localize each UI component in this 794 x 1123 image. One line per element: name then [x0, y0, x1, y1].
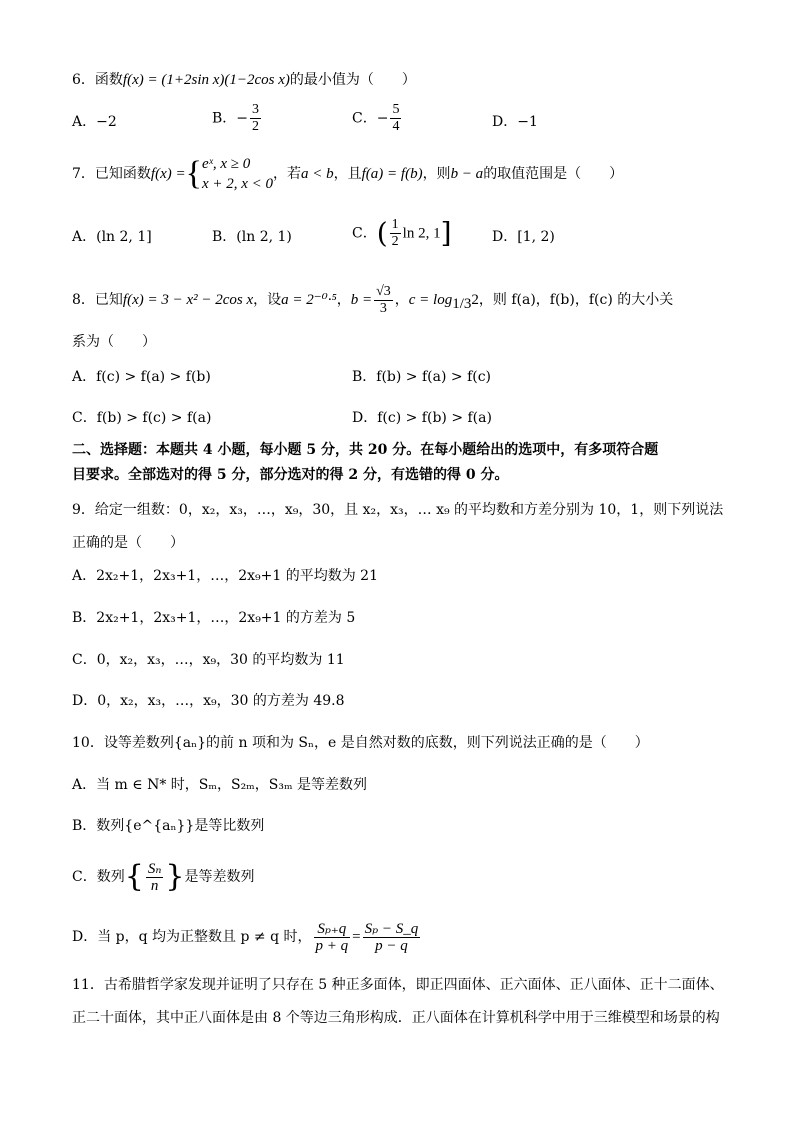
- q8-b-lhs: b =: [350, 292, 373, 308]
- q6-function: f(x) = (1+2sin x)(1−2cos x): [122, 72, 290, 88]
- fraction-denominator: p + q: [315, 937, 349, 954]
- q9-option-d: D．0，x₂，x₃，…，x₉，30 的方差为 49.8: [72, 693, 345, 709]
- fraction-numerator: Sₙ: [147, 860, 162, 877]
- q7-stem: [72, 152, 623, 196]
- q9-option-b: B．2x₂+1，2x₃+1，…，2x₉+1 的方差为 5: [72, 610, 356, 626]
- q6-option-c-fraction: [390, 102, 401, 135]
- q10-option-c-fraction: [146, 861, 164, 894]
- q7-stem-suffix: ，则: [422, 166, 451, 182]
- q10-option-b: B．数列{e^{aₙ}}是等比数列: [72, 818, 265, 834]
- q8-option-b: B．f(b) > f(a) > f(c): [352, 369, 492, 385]
- q10-option-a: A．当 m ∈ N* 时，Sₘ，S₂ₘ，S₃ₘ 是等差数列: [72, 777, 368, 793]
- q7-option-c: [352, 217, 452, 250]
- q8-stem-mid: ，设: [253, 292, 282, 308]
- q10-option-c-tail: 是等差数列: [184, 869, 255, 885]
- q10-option-c: [72, 855, 255, 899]
- q10-option-d: [72, 915, 422, 959]
- q7-piecewise: [202, 154, 273, 194]
- q10-option-d-right-fraction: [363, 921, 421, 954]
- q9-stem-line2: 正确的是（ ）: [72, 535, 184, 551]
- q7-option-a: A．(ln 2, 1]: [72, 229, 152, 245]
- q6-option-a: A．−2: [72, 114, 117, 130]
- fraction-numerator: Sₚ₊q: [314, 921, 351, 938]
- fraction-numerator: 5: [392, 102, 400, 117]
- q8-a-definition: a = 2⁻⁰·⁵: [281, 292, 337, 308]
- equals-sign: =: [352, 929, 361, 945]
- q6-stem-prefix: 6．函数: [72, 72, 123, 88]
- q10-option-d-left-fraction: [314, 921, 351, 954]
- left-paren-icon: (: [376, 216, 388, 250]
- q9-option-c: C．0，x₂，x₃，…，x₉，30 的平均数为 11: [72, 652, 345, 668]
- q7-stem-mid: ，若: [273, 166, 301, 182]
- q6-option-d: D．−1: [492, 114, 538, 130]
- fraction-denominator: p − q: [375, 937, 408, 954]
- fraction-numerator: 1: [391, 217, 399, 232]
- q8-log-argument: 2: [471, 292, 479, 308]
- q6-option-b-fraction: [250, 102, 261, 135]
- q7-option-c-fraction: [390, 217, 401, 250]
- section2-heading-line2: 目要求。全部选对的得 5 分，部分选对的得 2 分，有选错的得 0 分。: [72, 467, 509, 483]
- fraction-denominator: 2: [252, 119, 260, 134]
- q7-condition-1: a < b: [301, 166, 334, 182]
- q7-stem-prefix: 7．已知函数: [72, 166, 151, 182]
- q8-c-definition: c = log: [408, 292, 453, 308]
- q8-stem-suffix: ，则 f(a)，f(b)，f(c) 的大小关: [478, 292, 674, 308]
- q7-condition-2: f(a) = f(b): [361, 166, 423, 182]
- q7-option-c-tail: ln 2, 1: [402, 225, 441, 242]
- q10-option-c-label: C．数列: [72, 869, 125, 885]
- q6-option-b-label: B．−: [212, 110, 249, 127]
- q11-stem-line2: 正二十面体，其中正八面体是由 8 个等边三角形构成．正八面体在计算机科学中用于三维模型和场景的构: [72, 1010, 720, 1026]
- q9-stem-line1: 9．给定一组数：0，x₂，x₃，…，x₉，30，且 x₂，x₃，… x₉ 的平均数和方差分别为 10，1，则下列说法: [72, 502, 724, 518]
- q6-stem-suffix: 的最小值为（ ）: [289, 72, 416, 88]
- left-brace-icon: {: [124, 859, 144, 894]
- fraction-numerator: √3: [376, 283, 391, 299]
- q7-piece-2: x + 2, x < 0: [201, 176, 273, 192]
- q6-option-c: [352, 102, 403, 135]
- q7-piece-1: eˣ, x ≥ 0: [201, 156, 251, 172]
- q8-option-c: C．f(b) > f(c) > f(a): [72, 410, 212, 426]
- q7-option-b: B．(ln 2, 1): [212, 229, 292, 245]
- q8-stem: 8．已知f(x) = 3 − x² − 2cos x，设a = 2⁻⁰·⁵，b = $\frac{√3}{3}$ ，$c = \log_{1/3}2$，则 f(a)，f(b)，f(c) 的大小关: [72, 283, 674, 316]
- fraction-denominator: 3: [379, 300, 387, 316]
- q8-function: f(x) = 3 − x² − 2cos x: [122, 292, 254, 308]
- q9-option-a: A．2x₂+1，2x₃+1，…，2x₉+1 的平均数为 21: [72, 568, 378, 584]
- q7-stem-mid2: ，且: [333, 166, 362, 182]
- q10-stem: 10．设等差数列{aₙ}的前 n 项和为 Sₙ，e 是自然对数的底数，则下列说法正确的是（ ）: [72, 735, 649, 751]
- q8-log-base: 1/3: [452, 295, 472, 312]
- q10-option-d-label: D．当 p，q 均为正整数且 p ≠ q 时，: [72, 929, 312, 945]
- q8-stem-prefix: 8．已知: [72, 292, 123, 308]
- fraction-numerator: Sₚ − S_q: [364, 920, 419, 937]
- section2-heading-line1: 二、选择题：本题共 4 小题，每小题 5 分，共 20 分。在每小题给出的选项中，有多项符合题: [72, 442, 659, 458]
- q7-expression: b − a: [450, 166, 484, 182]
- fraction-denominator: n: [150, 877, 159, 894]
- q7-stem-end: 的取值范围是（ ）: [483, 166, 624, 182]
- fraction-denominator: 2: [391, 234, 399, 249]
- q6-stem: [72, 70, 416, 90]
- q6-option-b: [212, 102, 263, 135]
- q8-option-d: D．f(c) > f(b) > f(a): [352, 410, 492, 426]
- q8-b-fraction: [374, 284, 393, 317]
- fraction-denominator: 4: [392, 119, 400, 134]
- q7-function-lhs: f(x) =: [150, 166, 186, 182]
- piecewise-brace: {: [185, 155, 202, 192]
- q8-stem-line2: 系为（ ）: [72, 334, 156, 350]
- q6-option-c-label: C．−: [352, 110, 389, 127]
- right-bracket-icon: ]: [440, 216, 452, 250]
- q11-stem-line1: 11．古希腊哲学家发现并证明了只存在 5 种正多面体，即正四面体、正六面体、正八面体、正十二面体、: [72, 977, 724, 993]
- q8-option-a: A．f(c) > f(a) > f(b): [72, 369, 211, 385]
- q7-option-c-label: C．: [352, 225, 377, 242]
- q7-option-d: D．[1, 2): [492, 229, 555, 245]
- right-brace-icon: }: [165, 859, 185, 894]
- fraction-numerator: 3: [252, 102, 260, 117]
